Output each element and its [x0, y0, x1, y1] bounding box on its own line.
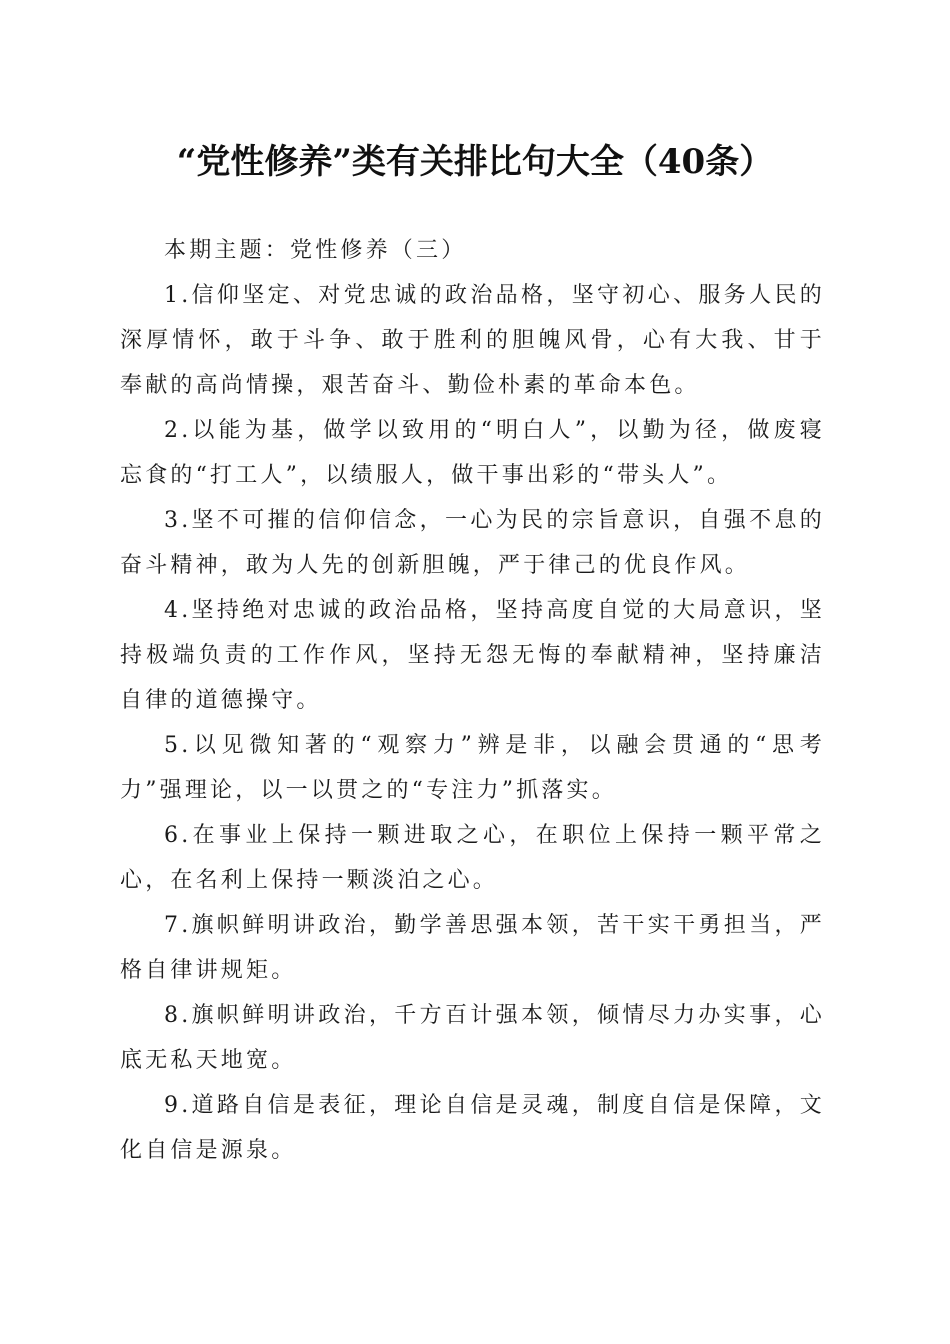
list-item: 8.旗帜鲜明讲政治，千方百计强本领，倾情尽力办实事，心底无私天地宽。 — [120, 1003, 825, 1073]
theme-line: 本期主题：党性修养（三） — [164, 238, 467, 263]
list-item: 2.以能为基，做学以致用的“明白人”，以勤为径，做废寝忘食的“打工人”，以绩服人，做干事出彩的“带头人”。 — [120, 418, 825, 488]
list-item: 1.信仰坚定、对党忠诚的政治品格，坚守初心、服务人民的深厚情怀，敢于斗争、敢于胜利的胆魄风骨，心有大我、甘于奉献的高尚情操，艰苦奋斗、勤俭朴素的革命本色。 — [120, 283, 825, 398]
list-item: 9.道路自信是表征，理论自信是灵魂，制度自信是保障，文化自信是源泉。 — [120, 1093, 825, 1163]
list-item: 3.坚不可摧的信仰信念，一心为民的宗旨意识，自强不息的奋斗精神，敢为人先的创新胆魄，严于律己的优良作风。 — [120, 508, 825, 578]
list-item: 5.以见微知著的“观察力”辨是非，以融会贯通的“思考力”强理论，以一以贯之的“专注力”抓落实。 — [120, 733, 825, 803]
document-title: “党性修养”类有关排比句大全（40条） — [176, 142, 774, 182]
list-item: 7.旗帜鲜明讲政治，勤学善思强本领，苦干实干勇担当，严格自律讲规矩。 — [120, 913, 825, 983]
list-item: 4.坚持绝对忠诚的政治品格，坚持高度自觉的大局意识，坚持极端负责的工作作风，坚持无怨无悔的奉献精神，坚持廉洁自律的道德操守。 — [120, 598, 825, 713]
document-body — [120, 228, 825, 1173]
list-item: 6.在事业上保持一颗进取之心，在职位上保持一颗平常之心，在名利上保持一颗淡泊之心。 — [120, 823, 825, 893]
